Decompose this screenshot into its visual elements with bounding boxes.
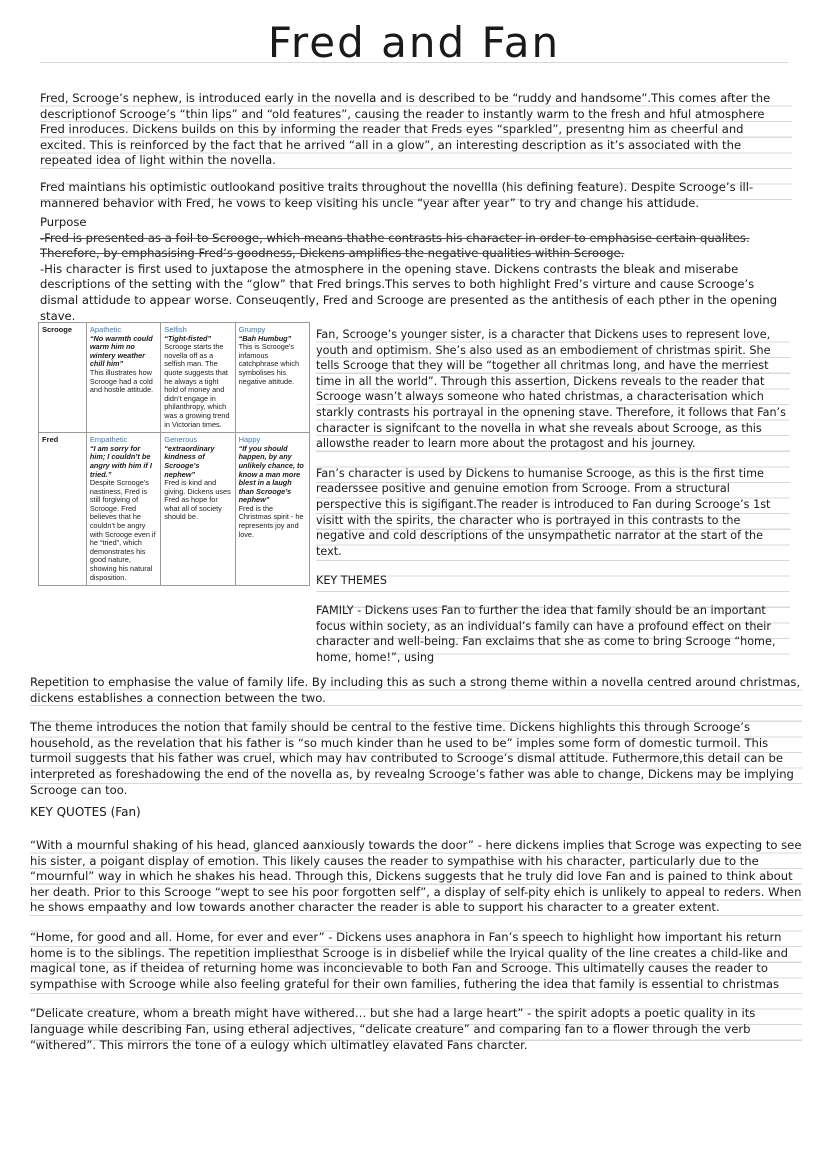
trait-name: Generous [164,435,198,445]
body-paragraph-2: The theme introduces the notion that family should be central to the festive time. Dickens highlights this through Scrooge’s household, as the revelation that his father is “so much kinder than he used to be” imples some form of domestic turmoil. This turmoil suggests that his father was cruel, which may hav contributed to Scrooge’s dismal attitude. Futhermore,this detail can be interpreted as foreshadowing the end of the novella as, by revealng Scrooge’s father was able to change, Dickens may be implying Scrooge can too. [30,720,794,797]
key-themes-heading: KEY THEMES [316,574,387,588]
trait-description: This is Scrooge’s infamous catchphrase which symbolises his negative attitude. [238,342,300,386]
trait-cell [235,323,309,433]
trait-description: This illustrates how Scrooge had a cold and hostile attitude. [89,367,154,395]
fan-paragraph-2: Fan’s character is used by Dickens to humanise Scrooge, as this is the first time readerssee positive and genuine emotion from Scrooge. From a structural perspective this is sigifigant.The reader is introduced to Fan during Scrooge’s 1st visitt with the spirits, the character who is portrayed in this contrasts to the negative and cold descriptions of the unsympathetic narrator at the start of the text. [316,466,771,558]
trait-cell [86,433,160,586]
character-traits-table [38,322,310,586]
intro-section [40,91,792,211]
page-title: Fred and Fan [267,18,561,67]
trait-description: Despite Scrooge’s nastiness, Fred is still forgiving of Scrooge. Fred believes that he couldn’t be angry with Scrooge even if he “tried”, which demonstrates his good nature, showing his natural disposition. [89,478,156,582]
family-theme-continued [30,675,802,798]
trait-name: Apathetic [89,325,122,334]
trait-name: Grumpy [238,325,266,334]
trait-cell [161,323,235,433]
table-row-scrooge [39,323,310,433]
trait-cell [235,433,309,586]
trait-quote: “No warmth could warm him no wintery weather chill him” [89,333,153,369]
row-label-fred: Fred [39,433,87,586]
family-theme-paragraph: FAMILY - Dickens uses Fan to further the idea that family should be an important focus within society, as an individual’s family can have a profound effect on their character and well-being. Fan exclaims that she as come to bring Scrooge “home, home, home!”, using [316,603,776,664]
trait-quote: “Tight-fisted” [164,333,212,343]
title-divider [40,62,788,63]
purpose-section [40,215,792,324]
trait-quote: “extraordinary kindness of Scrooge’s nephew” [164,443,215,479]
purpose-paragraph-1: -Fred is presented as a foil to Scrooge, which means thathe contrasts his character in order to emphasise certain qualites. Therefore, by emphasising Fred’s goodness, Dickens amplifies the negative qualities within Scrooge. [40,230,750,261]
trait-name: Selfish [164,325,187,334]
trait-quote: “If you should happen, by any unlikely chance, to know a man more blest in a laugh than Scrooge’s nephew” [238,443,304,505]
purpose-paragraph-2: -His character is first used to juxtapose the atmosphere in the opening stave. Dickens contrasts the bleak and miserabe descriptions of the setting with the “glow” that Fred brings.This serves to both highlight Fred’s virture and cause Scrooge’s dismal attidude to appear worse. Conseuqently, Fred and Scrooge are presented as the antithesis of each pther in the opening stave. [40,261,778,323]
quote-analysis-2: “Home, for good and all. Home, for ever and ever” - Dickens uses anaphora in Fan’s speech to highlight how important his return home is to the siblings. The repetition impliesthat Scrooge is in disbelief while the lryical quality of the line creates a child-like and magical tone, as if theidea of returning home was inconcievable to both Fan and Scrooge. This ultimatelly causes the reader to sympathise with Scrooge while also feeling grateful for their own families, futhering the idea that family is essential to christmas [30,929,788,991]
intro-paragraph-2: Fred maintians his optimistic outlookand positive traits throughout the novellla (his defining feature). Despite Scrooge’s ill-mannered behavior with Fred, he vows to keep visiting his uncle “year after year” to try and change his attidude. [40,179,754,210]
quote-analysis-1: “With a mournful shaking of his head, glanced aanxiously towards the door” - here dickens implies that Scroge was expecting to see his sister, a poigant display of emotion. This likely causes the reader to sympathise with his character, particularly due to the “mournful” way in which he shakes his head. Through this, Dickens suggests that he truly did love Fan and is pained to think about her death. Prior to this Scrooge “wept to see his poor forgotten self”, a display of self-pity ehich is unlikely to appeal to reders. When he shows empaathy and low towards another character the reader is able to support his character to a greater extent. [30,838,802,915]
key-quotes-section [30,838,802,1053]
fan-paragraph-1: Fan, Scrooge’s younger sister, is a character that Dickens uses to represent love, youth and optimism. She’s also used as an embodiement of christmas spirit. She tells Scrooge that they will be “together all chritmas long, and have the merriest time in all the world”. Through this assertion, Dickens reveals to the reader that Scrooge wasn’t always someone who hated christmas, a characterisation which starkly contrasts his portrayal in the opnening stave. Therefore, it follows that Fan’s character is signifcant to the novella in what she reveals about Scrooge, as this allowsthe reader to learn more about the protagost and his journey. [316,328,786,451]
body-paragraph-1: Repetition to emphasise the value of family life. By including this as such a strong theme within a novella centred around christmas, dickens establishes a connection between the two. [30,675,801,705]
trait-name: Happy [238,435,261,445]
trait-description: Fred is the Christmas spirit - he represents joy and love. [238,503,304,539]
trait-cell [86,323,160,433]
table-row-fred [39,433,310,586]
fan-section [316,327,790,665]
purpose-heading: Purpose [40,215,87,229]
intro-paragraph-1: Fred, Scrooge’s nephew, is introduced early in the novella and is described to be “ruddy and handsome”.This comes after the descriptionof Scrooge’s “thin lips” and “old features”, causing the reader to instantly warm to the fresh and hful atmosphere Fred inroduces. Dickens builds on this by informing the reader that Freds eyes “sparkled”, presentng him as cheerful and excited. This is reinforced by the fact that he arrived “all in a glow”, an interesting description as it’s associated with the repeated idea of light within the novella. [40,91,771,168]
trait-name: Empathetic [89,435,128,445]
trait-quote: “I am sorry for him; I couldn’t be angry with him if I tried.” [89,443,152,479]
row-label-scrooge: Scrooge [39,323,87,433]
key-quotes-heading: KEY QUOTES (Fan) [30,805,141,819]
trait-description: Fred is kind and giving. Dickens uses Fred as hope for what all of society should be. [164,478,231,522]
trait-quote: “Bah Humbug” [238,333,292,343]
quote-analysis-3: “Delicate creature, whom a breath might have withered… but she had a large heart” - the spirit adopts a poetic quality in its language while describing Fan, using etheral adjectives, “delicate creature” and comparing fan to a flower through the verb “withered”. This mirrors the tone of a eulogy which ultimatley elavated Fans charcter. [30,1006,756,1052]
trait-description: Scrooge starts the novella off as a selfish man. The quote suggests that he always a tight hold of money and didn’t engage in philanthropy, which was a growing trend in Victorian times. [164,342,230,429]
trait-cell [161,433,235,586]
